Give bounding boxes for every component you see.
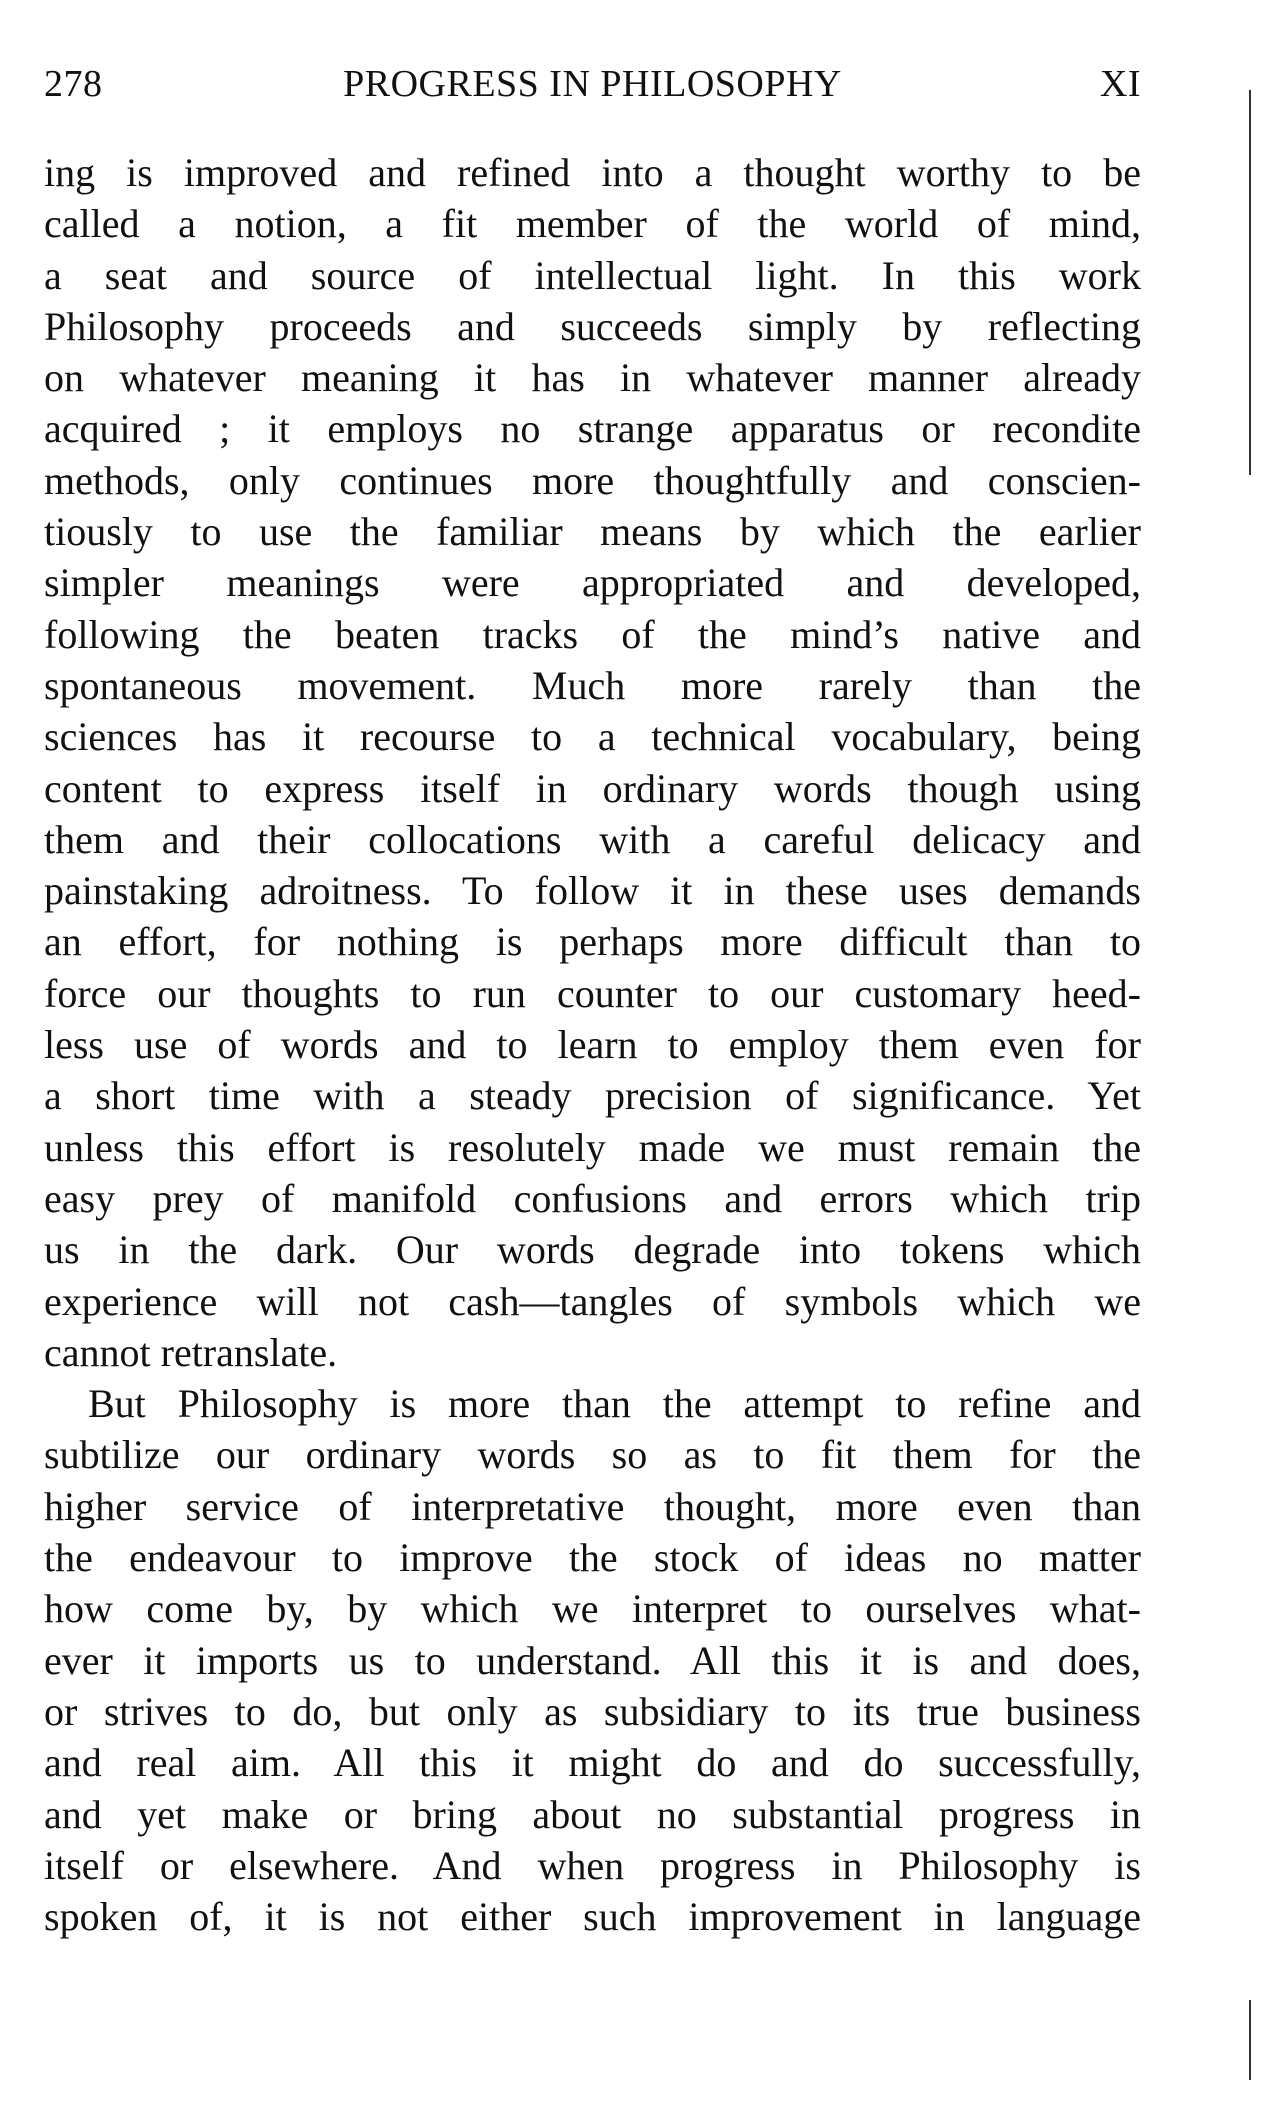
chapter-number: XI [1099, 63, 1141, 105]
text-line: a seat and source of intellectual light. In this work [44, 252, 1141, 298]
text-line: cannot retranslate. [44, 1329, 338, 1375]
text-line: how come by, by which we interpret to ourselves what- [44, 1586, 1141, 1632]
text-line: But Philosophy is more than the attempt to refine and [88, 1381, 1141, 1427]
text-line: experience will not cash—tangles of symbols which we [44, 1278, 1141, 1324]
text-line: them and their collocations with a careful delicacy and [44, 816, 1141, 862]
text-line: less use of words and to learn to employ them even for [44, 1022, 1141, 1068]
text-line: easy prey of manifold confusions and errors which trip [44, 1175, 1141, 1221]
running-title: PROGRESS IN PHILOSOPHY [343, 63, 842, 105]
text-line: a short time with a steady precision of significance. Yet [44, 1073, 1141, 1119]
text-line: ever it imports us to understand. All this it is and does, [44, 1637, 1141, 1683]
text-line: unless this effort is resolutely made we must remain the [44, 1124, 1141, 1170]
text-line: called a notion, a fit member of the world of mind, [44, 201, 1141, 247]
text-line: tiously to use the familiar means by which the earlier [44, 509, 1141, 555]
text-line: following the beaten tracks of the mind’s native and [44, 611, 1141, 657]
paragraph [44, 147, 1141, 1378]
text-line: spoken of, it is not either such improvement in language [44, 1894, 1141, 1940]
text-line: methods, only continues more thoughtfully and conscien- [44, 457, 1141, 503]
text-line: us in the dark. Our words degrade into tokens which [44, 1227, 1141, 1273]
running-header [44, 62, 1141, 112]
text-line: subtilize our ordinary words so as to fit them for the [44, 1432, 1141, 1478]
text-line: spontaneous movement. Much more rarely than the [44, 662, 1141, 708]
text-line: Philosophy proceeds and succeeds simply by reflecting [44, 303, 1141, 349]
text-line: or strives to do, but only as subsidiary to its true business [44, 1688, 1141, 1734]
page-edge-rule [1249, 2000, 1251, 2080]
page-edge-rule [1249, 90, 1251, 475]
text-line: an effort, for nothing is perhaps more difficult than to [44, 919, 1141, 965]
text-line: ing is improved and refined into a thought worthy to be [44, 150, 1141, 195]
text-line: the endeavour to improve the stock of ideas no matter [44, 1535, 1141, 1581]
text-line: and yet make or bring about no substantial progress in [44, 1791, 1141, 1837]
text-line: acquired ; it employs no strange apparatus or recondite [44, 406, 1141, 452]
text-line: sciences has it recourse to a technical vocabulary, being [44, 714, 1141, 760]
text-line: simpler meanings were appropriated and developed, [44, 560, 1141, 606]
text-line: itself or elsewhere. And when progress in Philosophy is [44, 1842, 1141, 1888]
paragraph [44, 1378, 1141, 1942]
text-line: painstaking adroitness. To follow it in these uses demands [44, 868, 1141, 914]
text-line: on whatever meaning it has in whatever manner already [44, 355, 1141, 401]
page-number: 278 [44, 63, 103, 105]
text-line: higher service of interpretative thought, more even than [44, 1483, 1141, 1529]
text-line: and real aim. All this it might do and do successfully, [44, 1740, 1141, 1786]
text-line: force our thoughts to run counter to our customary heed- [44, 970, 1141, 1016]
body-text [44, 147, 1141, 1942]
text-line: content to express itself in ordinary words though using [44, 765, 1141, 811]
